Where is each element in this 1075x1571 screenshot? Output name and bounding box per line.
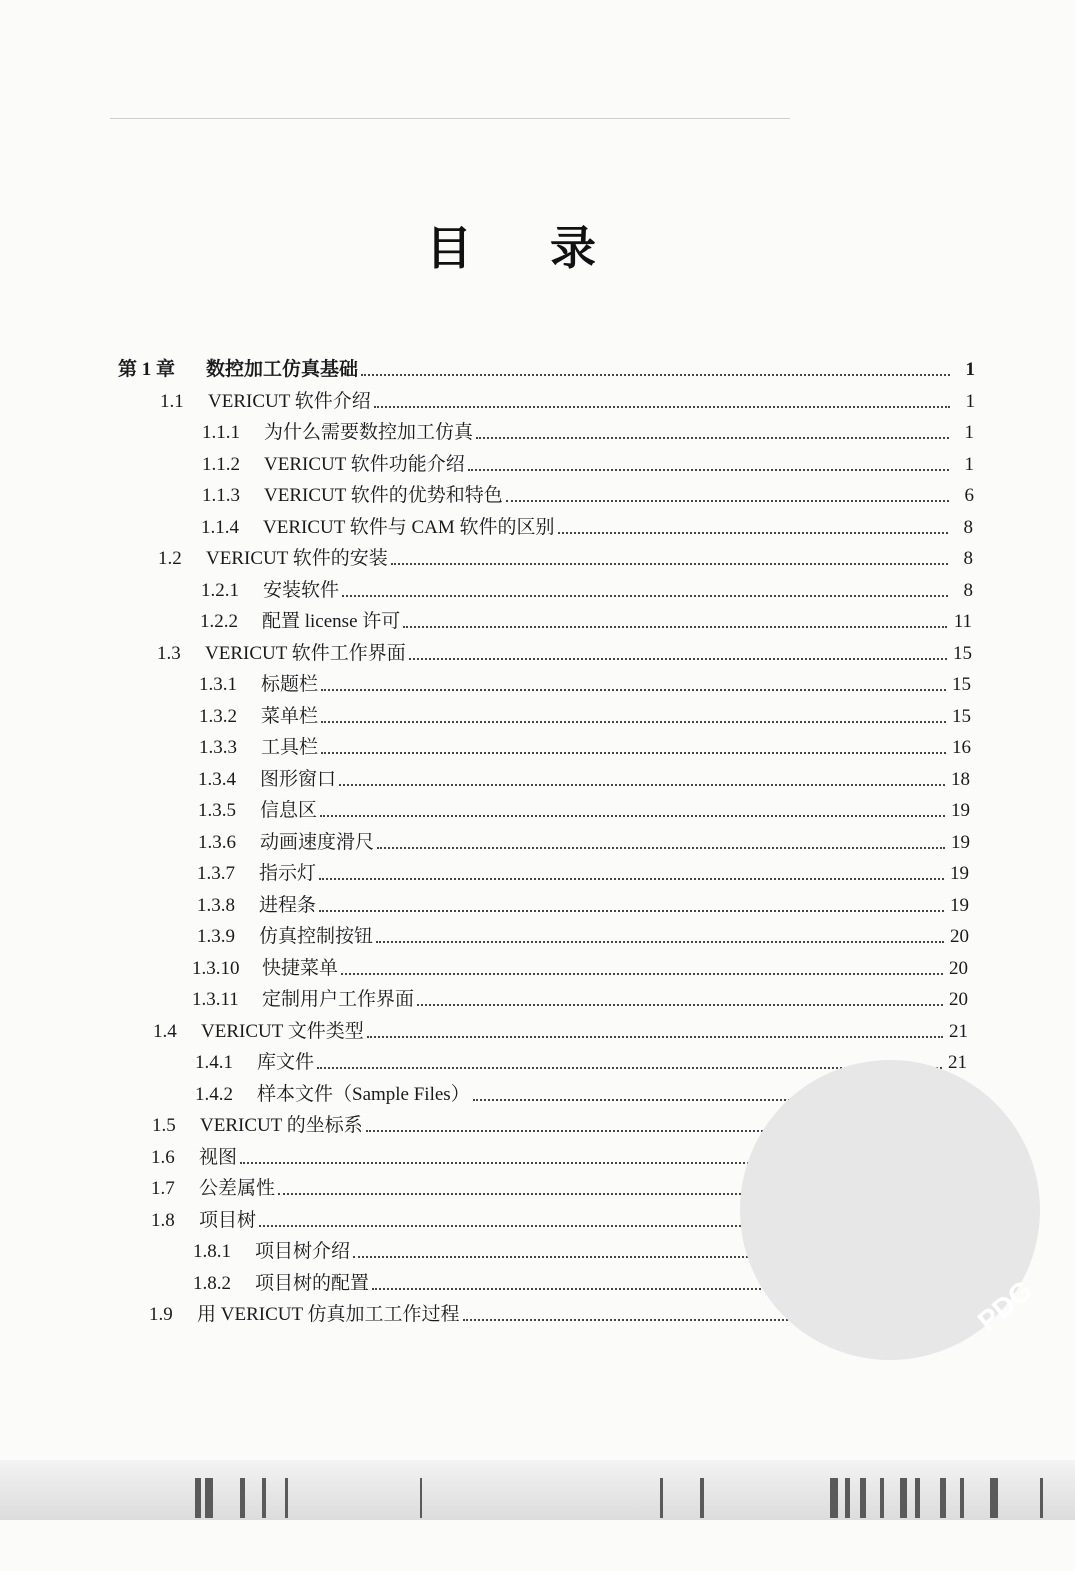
toc-dot-leader <box>319 910 944 912</box>
toc-title: 安装软件 <box>263 579 340 601</box>
scan-mark <box>240 1478 245 1518</box>
toc-page-number: 19 <box>950 863 969 884</box>
toc-number: 1.4.1 <box>195 1052 233 1073</box>
toc-page-number: 1 <box>964 453 974 475</box>
toc-title: VERICUT 软件功能介绍 <box>264 453 465 475</box>
toc-page-number: 21 <box>949 1020 968 1042</box>
toc-row <box>202 482 974 508</box>
toc-number: 1.7 <box>151 1178 175 1199</box>
toc-dot-leader <box>341 973 943 975</box>
toc-page-number: 18 <box>951 768 970 790</box>
toc-row <box>192 955 968 981</box>
toc-title: 配置 license 许可 <box>262 611 401 632</box>
toc-title: VERICUT 文件类型 <box>201 1020 364 1042</box>
toc-title: 动画速度滑尺 <box>260 831 375 853</box>
toc-title: 进程条 <box>259 894 317 916</box>
toc-page-number: 1 <box>964 422 974 443</box>
toc-dot-leader <box>367 1036 943 1038</box>
toc-dot-leader <box>476 437 949 439</box>
toc-page-number: 1 <box>965 359 975 380</box>
toc-number: 1.2 <box>158 548 182 569</box>
toc-title: VERICUT 软件的优势和特色 <box>264 485 503 506</box>
header-rule <box>110 118 790 119</box>
toc-row <box>153 1018 968 1044</box>
toc-row <box>197 923 969 949</box>
toc-dot-leader <box>468 469 949 471</box>
toc-number: 1.8 <box>151 1209 175 1231</box>
toc-number: 1.8.1 <box>193 1241 231 1262</box>
toc-number: 1.3.11 <box>192 989 239 1010</box>
toc-page-number: 19 <box>951 831 970 853</box>
toc-row <box>199 671 971 697</box>
toc-title: 公差属性 <box>199 1178 276 1199</box>
toc-dot-leader <box>376 941 944 943</box>
toc-row <box>197 860 969 886</box>
toc-page-number: 16 <box>952 737 971 758</box>
scan-mark <box>262 1478 266 1518</box>
toc-number: 1.3.3 <box>199 737 237 758</box>
toc-dot-leader <box>321 721 946 723</box>
toc-dot-leader <box>558 532 948 534</box>
toc-row <box>202 419 974 445</box>
scan-mark <box>915 1478 920 1518</box>
toc-number: 1.3.8 <box>197 894 235 916</box>
toc-dot-leader <box>319 878 944 880</box>
scan-mark <box>285 1478 288 1518</box>
toc-page-number: 20 <box>950 926 969 947</box>
toc-dot-leader <box>377 847 945 849</box>
watermark-text: PDG <box>971 1274 1039 1337</box>
toc-number: 1.3.2 <box>199 705 237 727</box>
toc-dot-leader <box>321 689 946 691</box>
toc-title: VERICUT 的坐标系 <box>200 1115 363 1136</box>
toc-chapter-row <box>118 356 975 382</box>
toc-row <box>157 640 972 666</box>
toc-number: 1.5 <box>152 1115 176 1136</box>
toc-row <box>192 986 968 1012</box>
scan-mark <box>845 1478 850 1518</box>
toc-page-number: 6 <box>964 485 974 506</box>
toc-dot-leader <box>403 626 947 628</box>
toc-page-number: 1 <box>965 390 975 412</box>
toc-dot-leader <box>391 563 948 565</box>
toc-title: 定制用户工作界面 <box>262 989 415 1010</box>
toc-page-number: 15 <box>953 642 972 664</box>
toc-row <box>158 545 973 571</box>
toc-dot-leader <box>339 784 945 786</box>
toc-number: 1.6 <box>151 1146 175 1168</box>
toc-number: 1.9 <box>149 1304 173 1325</box>
scan-mark <box>420 1478 422 1518</box>
toc-dot-leader <box>506 500 949 502</box>
toc-title: 指示灯 <box>259 863 317 884</box>
toc-number: 1.2.1 <box>201 579 239 601</box>
toc-number: 1.2.2 <box>200 611 238 632</box>
toc-title: 信息区 <box>260 800 318 821</box>
toc-title: 库文件 <box>257 1052 315 1073</box>
toc-title: 为什么需要数控加工仿真 <box>264 422 474 443</box>
toc-title: 快捷菜单 <box>262 957 339 979</box>
toc-number: 1.4.2 <box>195 1083 233 1105</box>
toc-number: 1.3.6 <box>198 831 236 853</box>
scan-mark <box>880 1478 884 1518</box>
toc-row <box>160 388 975 414</box>
toc-title: 项目树介绍 <box>255 1241 351 1262</box>
toc-row <box>200 608 972 634</box>
toc-number: 1.3.10 <box>192 957 240 979</box>
scan-mark <box>960 1478 964 1518</box>
toc-number: 1.1 <box>160 390 184 412</box>
toc-row <box>199 734 971 760</box>
scan-mark <box>660 1478 663 1518</box>
toc-number: 第 1 章 <box>118 359 176 380</box>
toc-title: 仿真控制按钮 <box>259 926 374 947</box>
toc-dot-leader <box>361 374 950 376</box>
toc-dot-leader <box>374 406 950 408</box>
toc-number: 1.1.2 <box>202 453 240 475</box>
toc-row <box>201 514 973 540</box>
toc-dot-leader <box>409 658 947 660</box>
toc-number: 1.1.1 <box>202 422 240 443</box>
toc-row <box>198 766 970 792</box>
toc-title: 标题栏 <box>261 674 319 695</box>
toc-dot-leader <box>417 1004 943 1006</box>
scan-mark <box>830 1478 838 1518</box>
toc-number: 1.3.4 <box>198 768 236 790</box>
scan-mark <box>900 1478 907 1518</box>
toc-dot-leader <box>342 595 948 597</box>
scan-mark <box>940 1478 946 1518</box>
scan-bottom-marks <box>0 1478 1075 1518</box>
toc-row <box>201 577 973 603</box>
toc-title: 样本文件（Sample Files） <box>257 1083 470 1105</box>
toc-page-number: 20 <box>949 989 968 1010</box>
toc-row <box>197 892 969 918</box>
toc-page-number: 19 <box>951 800 970 821</box>
toc-row <box>198 797 970 823</box>
scan-mark <box>990 1478 998 1518</box>
toc-title: 工具栏 <box>261 737 319 758</box>
scan-mark <box>1040 1478 1043 1518</box>
toc-title: 项目树的配置 <box>255 1272 370 1294</box>
toc-page-number: 8 <box>963 516 973 538</box>
toc-title: VERICUT 软件介绍 <box>208 390 371 412</box>
scan-mark <box>860 1478 866 1518</box>
toc-number: 1.1.3 <box>202 485 240 506</box>
toc-row <box>199 703 971 729</box>
toc-number: 1.3.5 <box>198 800 236 821</box>
scan-mark <box>195 1478 201 1518</box>
toc-title: 视图 <box>199 1146 238 1168</box>
toc-number: 1.4 <box>153 1020 177 1042</box>
toc-number: 1.1.4 <box>201 516 239 538</box>
toc-page-number: 15 <box>952 674 971 695</box>
toc-title: 用 VERICUT 仿真加工工作过程 <box>197 1304 460 1325</box>
scan-mark <box>700 1478 704 1518</box>
toc-page-number: 11 <box>953 611 972 632</box>
toc-row <box>198 829 970 855</box>
toc-number: 1.8.2 <box>193 1272 231 1294</box>
toc-page-number: 21 <box>948 1052 967 1073</box>
toc-title: 菜单栏 <box>261 705 319 727</box>
toc-title: VERICUT 软件工作界面 <box>205 642 406 664</box>
toc-title: 数控加工仿真基础 <box>206 359 359 380</box>
toc-title: 图形窗口 <box>260 768 337 790</box>
toc-number: 1.3 <box>157 642 181 664</box>
toc-dot-leader <box>320 815 945 817</box>
toc-page-number: 8 <box>963 548 973 569</box>
toc-dot-leader <box>321 752 946 754</box>
toc-number: 1.3.7 <box>197 863 235 884</box>
toc-page-number: 20 <box>949 957 968 979</box>
toc-page-number: 15 <box>952 705 971 727</box>
toc-number: 1.3.9 <box>197 926 235 947</box>
toc-number: 1.3.1 <box>199 674 237 695</box>
toc-page-number: 19 <box>950 894 969 916</box>
scan-mark <box>205 1478 213 1518</box>
toc-title: VERICUT 软件的安装 <box>206 548 388 569</box>
toc-title: VERICUT 软件与 CAM 软件的区别 <box>263 516 555 538</box>
toc-title: 项目树 <box>199 1209 257 1231</box>
toc-row <box>202 451 974 477</box>
page-title: 目录 <box>426 221 674 275</box>
toc-page-number: 8 <box>963 579 973 601</box>
